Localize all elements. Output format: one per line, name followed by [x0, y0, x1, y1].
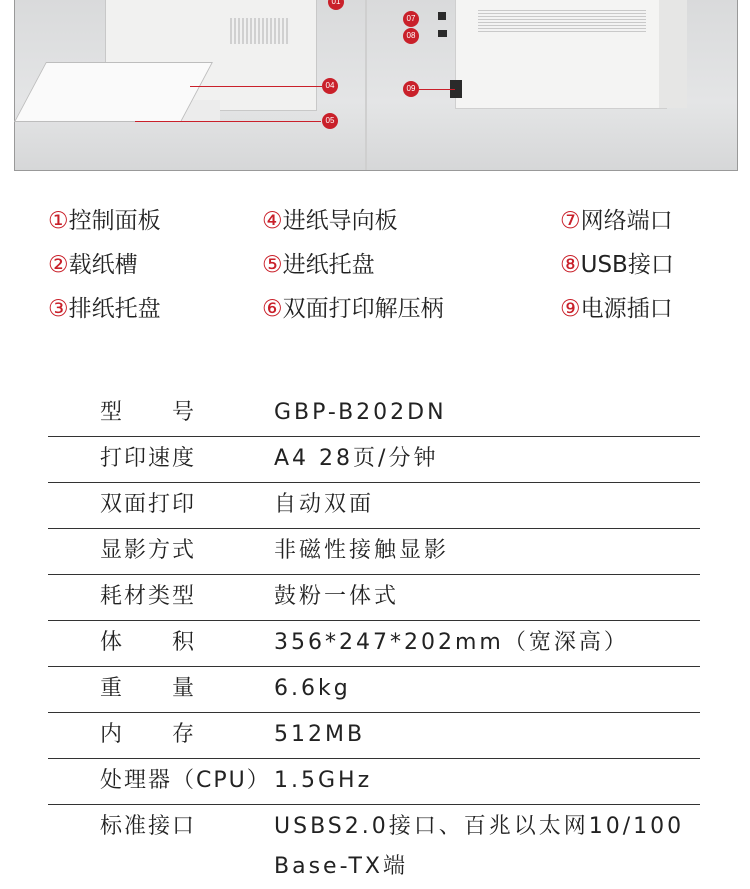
printer-rear-grille — [478, 10, 646, 32]
legend-number: ⑧ — [560, 252, 581, 278]
spec-key: 双面打印 — [100, 492, 197, 517]
spec-row — [48, 667, 700, 713]
spec-value: 512MB — [274, 722, 366, 747]
spec-value: USBS2.0接口、百兆以太网10/100 — [274, 814, 685, 839]
printer-front-grille — [230, 18, 290, 44]
legend-label: 进纸导向板 — [282, 208, 398, 234]
spec-key: 内 存 — [100, 722, 197, 747]
callout-badge-08: 08 — [403, 28, 419, 44]
legend-item — [262, 206, 398, 236]
legend-item — [560, 206, 673, 236]
spec-value: 自动双面 — [274, 492, 375, 517]
legend-number: ⑨ — [560, 296, 581, 322]
spec-key: 型 号 — [100, 400, 197, 425]
legend-number: ② — [48, 252, 69, 278]
callout-badge-05: 05 — [322, 113, 338, 129]
spec-row — [48, 437, 700, 483]
spec-key: 体 积 — [100, 630, 197, 655]
legend-item — [48, 206, 161, 236]
spec-row — [48, 713, 700, 759]
legend-item — [560, 250, 674, 280]
legend-label: 控制面板 — [68, 208, 161, 234]
spec-value: 356*247*202mm（宽深高） — [274, 630, 629, 655]
legend-item — [560, 294, 673, 324]
legend-label: 电源插口 — [580, 296, 673, 322]
legend-label: 排纸托盘 — [68, 296, 161, 322]
legend-number: ③ — [48, 296, 69, 322]
view-divider — [365, 0, 367, 170]
callout-badge-09: 09 — [403, 81, 419, 97]
legend-label: 网络端口 — [580, 208, 673, 234]
spec-key: 标准接口 — [100, 814, 197, 839]
spec-row — [48, 759, 700, 805]
callout-badge-01: 01 — [328, 0, 344, 10]
callout-badge-04: 04 — [322, 78, 338, 94]
leader-line-05 — [135, 121, 321, 122]
leader-line-09 — [419, 89, 455, 90]
legend-number: ⑤ — [262, 252, 283, 278]
legend-label: 载纸槽 — [68, 252, 138, 278]
printer-rear-side — [659, 0, 687, 108]
spec-value: 鼓粉一体式 — [274, 584, 400, 609]
usb-port-icon — [438, 30, 447, 37]
spec-value: 6.6kg — [274, 676, 351, 701]
spec-key: 打印速度 — [100, 446, 197, 471]
spec-value: 1.5GHz — [274, 768, 373, 793]
spec-value: 非磁性接触显影 — [274, 538, 450, 563]
legend-item — [48, 250, 138, 280]
spec-key: 处理器（CPU） — [100, 768, 271, 793]
legend-item — [262, 294, 444, 324]
spec-value-continued: Base-TX端 — [274, 854, 409, 879]
spec-row — [48, 391, 700, 437]
leader-line-04 — [190, 86, 322, 87]
spec-row — [48, 483, 700, 529]
legend-item — [48, 294, 161, 324]
spec-key: 重 量 — [100, 676, 197, 701]
spec-value: GBP-B202DN — [274, 400, 447, 425]
spec-key: 耗材类型 — [100, 584, 197, 609]
spec-row — [48, 805, 700, 889]
legend-number: ④ — [262, 208, 283, 234]
legend-number: ① — [48, 208, 69, 234]
spec-value: A4 28页/分钟 — [274, 446, 439, 471]
product-illustration — [0, 0, 750, 180]
paper-tray — [14, 62, 213, 122]
spec-row — [48, 575, 700, 621]
legend-label: 进纸托盘 — [282, 252, 375, 278]
callout-badge-07: 07 — [403, 11, 419, 27]
network-port-icon — [438, 12, 446, 20]
spec-row — [48, 529, 700, 575]
spec-row — [48, 621, 700, 667]
legend-label: 双面打印解压柄 — [282, 296, 444, 322]
legend-number: ⑥ — [262, 296, 283, 322]
legend-label: USB接口 — [580, 252, 674, 278]
spec-key: 显影方式 — [100, 538, 197, 563]
legend-number: ⑦ — [560, 208, 581, 234]
legend-item — [262, 250, 375, 280]
